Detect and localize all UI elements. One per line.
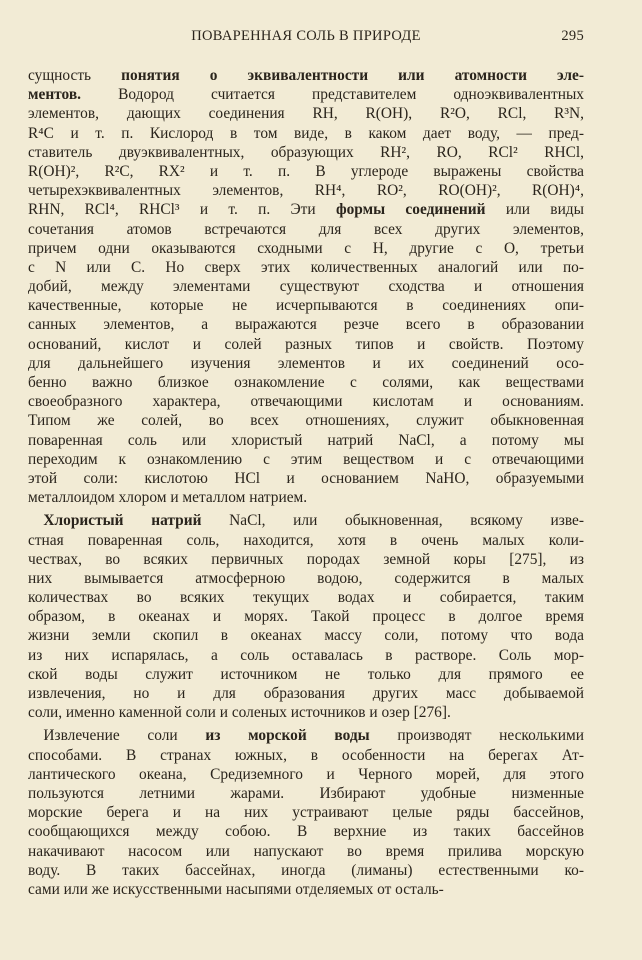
text-line [28,746,584,765]
text-run: или виды [485,201,584,219]
text-line [28,588,584,607]
text-run: ской воды служит источником не только для прямого ее [28,665,584,683]
text-line [28,335,584,354]
text-line [28,258,584,277]
bold-term: понятия о эквивалентности или атомности эле- [121,67,584,84]
paragraph [28,726,584,899]
text-run: образом, в океанах и морях. Такой процесс в долгое время [28,608,584,626]
text-run: этой соли: кислотою HCl и основанием NaHO, образуемыми [28,469,584,487]
text-run: поваренная соль или хлористый натрий NaCl, а потому мы [28,431,584,449]
text-run: ставитель двуэквивалентных, образующих RH², RO, RCl² RHCl, [28,143,584,161]
text-line [28,354,584,373]
text-run: сочетания атомов встречаются для всех других элементов, [28,220,584,238]
text-line [28,684,584,703]
text-run: для дальнейшего изучения элементов и их соединений осо- [28,354,584,372]
text-line [28,469,584,488]
text-run: количествах во всяких текущих водах и собирается, таким [28,589,584,607]
text-run: качественные, которые не исчерпываются в соединениях опи- [28,297,584,315]
bold-term: из морской воды [205,727,370,745]
paragraph [28,66,584,507]
text-line [28,85,584,104]
text-run: R(OH)², R²C, RX² и т. п. В углероде выражены свойства [28,162,584,180]
text-run: сущность [28,67,122,84]
text-line [28,296,584,315]
text-run: сообщающихся между собою. В верхние из таких бассейнов [28,823,584,841]
text-run: санных элементов, а выражаются резче всего в образовании [28,316,584,334]
text-line [28,450,584,469]
text-run: четырехэквивалентных элементов, RH⁴, RO², RO(OH)², R(OH)⁴, [28,182,584,200]
text-line [28,626,584,645]
text-line [28,842,584,861]
text-run: способами. В странах южных, в особенности на берегах Ат- [28,746,584,764]
text-run: сами или же искусственными насыпями отделяемых от осталь- [28,880,444,898]
text-run: стная поваренная соль, находится, хотя в очень малых коли- [28,531,584,549]
paragraph [28,511,584,722]
text-run: накачивают насосом или напускают во время прилива морскую [28,842,584,860]
text-line [28,162,584,181]
text-run: причем одни оказываются сходными с H, другие с O, третьи [28,239,584,257]
text-line [28,531,584,550]
text-line [28,431,584,450]
text-run: производят несколькими [369,727,584,745]
text-line [28,315,584,334]
text-line [28,665,584,684]
text-run: металлоидом хлором и металлом натрием. [28,489,308,507]
text-run: с N или C. Но сверх этих количественных аналогий или по- [28,258,584,276]
text-run: Типом же солей, во всех отношениях, служит обыкновенная [28,412,584,430]
text-run: своеобразного характера, отвечающими кислотам и основаниям. [28,393,584,411]
text-run: добий, между элементами существуют сходства и отношения [28,278,584,296]
text-run: чествах, во всяких первичных породах земной коры [275], из [28,550,584,568]
text-run: Водород считается представителем одноэквивалентных [81,86,584,104]
text-run: морские берега и на них устраивают целые ряды бассейнов, [28,804,584,822]
text-line [28,765,584,784]
text-line [28,373,584,392]
text-run: бенно важно близкое ознакомление с солями, как веществами [28,374,584,391]
text-line [28,726,584,745]
text-line [28,569,584,588]
text-run [28,512,43,529]
text-line [28,607,584,626]
text-run: жизни земли скопил в океанах массу соли, потому что вода [28,627,584,645]
running-title: ПОВАРЕННАЯ СОЛЬ В ПРИРОДЕ [191,28,421,44]
text-run: RHN, RCl⁴, RHCl³ и т. п. Эти [28,201,336,219]
text-line [28,646,584,665]
text-line [28,550,584,569]
text-line [28,880,584,899]
text-run: оснований, кислот и солей разных типов и свойств. Поэтому [28,335,584,353]
bold-term: Хлористый натрий [43,512,202,530]
text-run: лантического океана, Средиземного и Черного морей, для этого [28,765,584,783]
text-line [28,803,584,822]
text-line [28,392,584,411]
body-text [28,66,584,903]
text-run: из них испарялась, а соль оставалась в растворе. Соль мор- [28,646,584,664]
text-line [28,511,584,530]
text-line [28,239,584,258]
text-line [28,104,584,123]
text-line [28,703,584,722]
text-run: пользуются летними жарами. Избирают удобные низменные [28,784,584,802]
text-run: Извлечение соли [28,727,206,745]
text-run: извлечения, но и для образования других масс добываемой [28,685,584,702]
text-run: воду. В таких бассейнах, иногда (лиманы) естественными ко- [28,861,584,879]
bold-term: формы соединений [335,201,486,219]
text-line [28,784,584,803]
text-line [28,66,584,85]
text-line [28,411,584,430]
text-run: соли, именно каменной соли и соленых источников и озер [276]. [28,704,451,722]
text-line [28,861,584,880]
text-line [28,277,584,296]
text-line [28,143,584,162]
text-run: R⁴C и т. п. Кислород в том виде, в каком дает воду, — пред- [28,124,584,142]
text-run: переходим к ознакомлению с этим веществом и с отвечающими [28,450,584,468]
bold-term: ментов. [28,86,82,104]
text-run: них вымывается атмосферною водою, содержится в малых [28,569,584,587]
text-line [28,200,584,219]
text-run: NaCl, или обыкновенная, всякому изве- [201,512,585,530]
text-line [28,220,584,239]
text-line [28,488,584,507]
text-run: элементов, дающих соединения RH, R(OH), R²O, RCl, R³N, [28,105,584,123]
text-line [28,822,584,841]
text-line [28,181,584,200]
text-line [28,124,584,143]
page-number: 295 [561,28,584,44]
